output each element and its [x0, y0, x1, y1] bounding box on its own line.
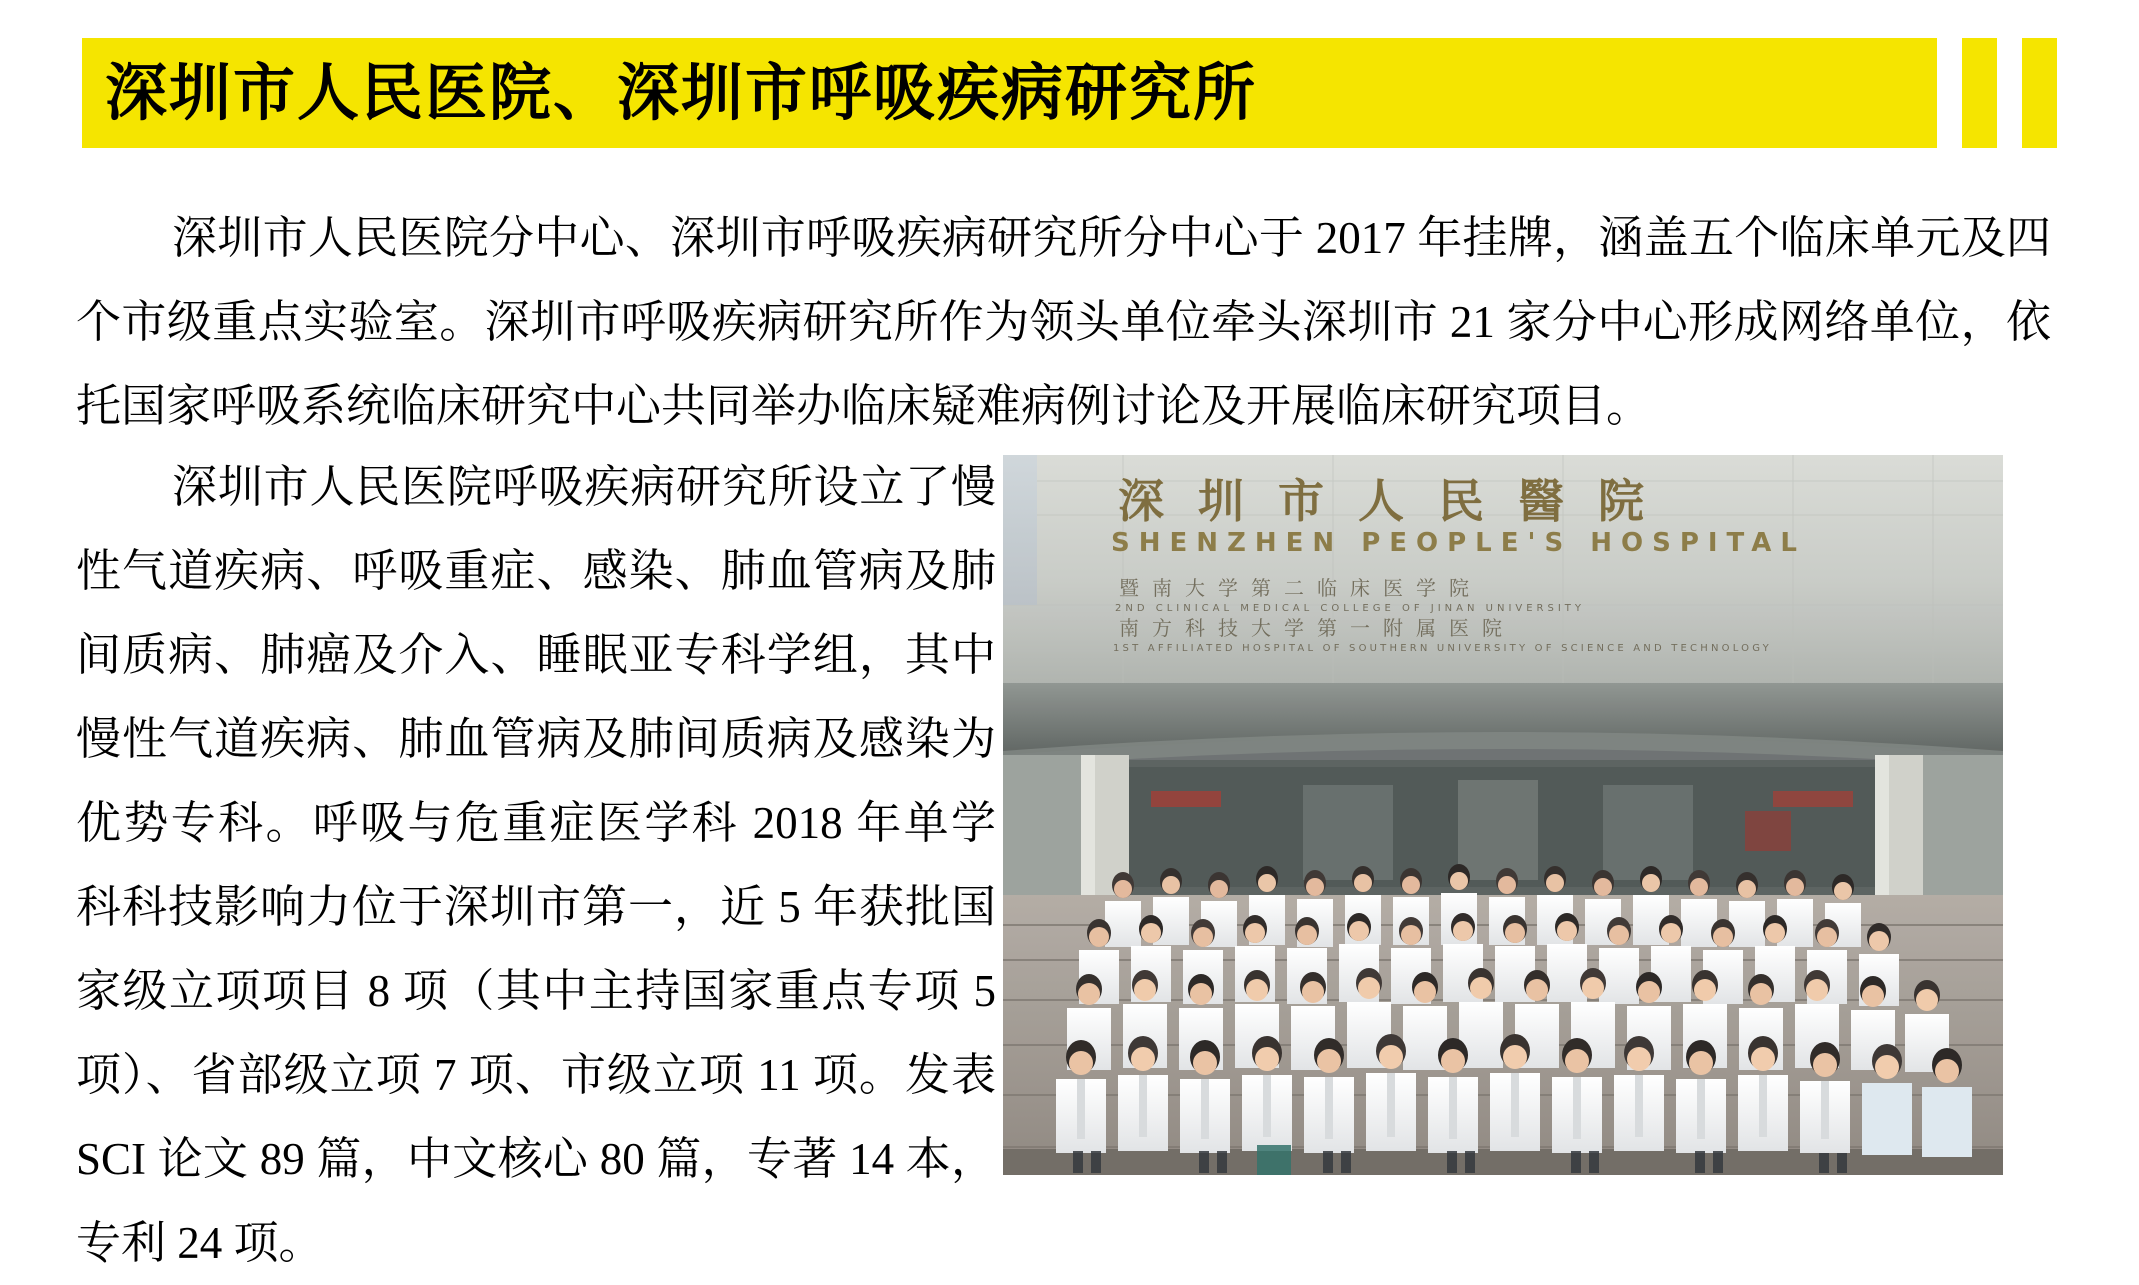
- header-accent-block-1: [1962, 38, 1997, 148]
- body-paragraph-2: 深圳市人民医院呼吸疾病研究所设立了慢性气道疾病、呼吸重症、感染、肺血管病及肺间质病、肺癌及介入、睡眠亚专科学组，其中慢性气道疾病、肺血管病及肺间质病及感染为优势专科。呼吸与危重症医学科 2018 年单学科科技影响力位于深圳市第一，近 5 年获批国家级立项项目 8 项（其中主持国家重点专项 5 项）、省部级立项 7 项、市级立项 11 项。发表 SCI 论文 89 篇，中文核心 80 篇，专著 14 本，专利 24 项。: [76, 462, 996, 1268]
- svg-text:深圳市人民醫院: 深圳市人民醫院: [1118, 474, 1678, 528]
- header-accent-block-2: [2022, 38, 2057, 148]
- svg-text:南方科技大学第一附属医院: 南方科技大学第一附属医院: [1119, 616, 1515, 640]
- body-paragraph-1: 深圳市人民医院分中心、深圳市呼吸疾病研究所分中心于 2017 年挂牌，涵盖五个临床单元及四个市级重点实验室。深圳市呼吸疾病研究所作为领头单位牵头深圳市 21 家分中心形成网络单位，依托国家呼吸系统临床研究中心共同举办临床疑难病例讨论及开展临床研究项目。: [76, 213, 2051, 431]
- svg-text:暨南大学第二临床医学院: 暨南大学第二临床医学院: [1119, 576, 1482, 600]
- svg-text:1ST AFFILIATED HOSPITAL OF SOU: 1ST AFFILIATED HOSPITAL OF SOUTHERN UNIVERSITY OF SCIENCE AND TECHNOLOGY: [1113, 643, 1772, 654]
- photo-illustration: [1003, 455, 2003, 1175]
- svg-text:SHENZHEN PEOPLE'S HOSPITAL: SHENZHEN PEOPLE'S HOSPITAL: [1111, 528, 1806, 558]
- hospital-group-photo: [1003, 455, 2003, 1175]
- page-title: 深圳市人民医院、深圳市呼吸疾病研究所: [105, 56, 1258, 129]
- page-header: [0, 38, 2139, 148]
- svg-text:2ND CLINICAL MEDICAL COLLEGE O: 2ND CLINICAL MEDICAL COLLEGE OF JINAN UNIVERSITY: [1115, 603, 1586, 614]
